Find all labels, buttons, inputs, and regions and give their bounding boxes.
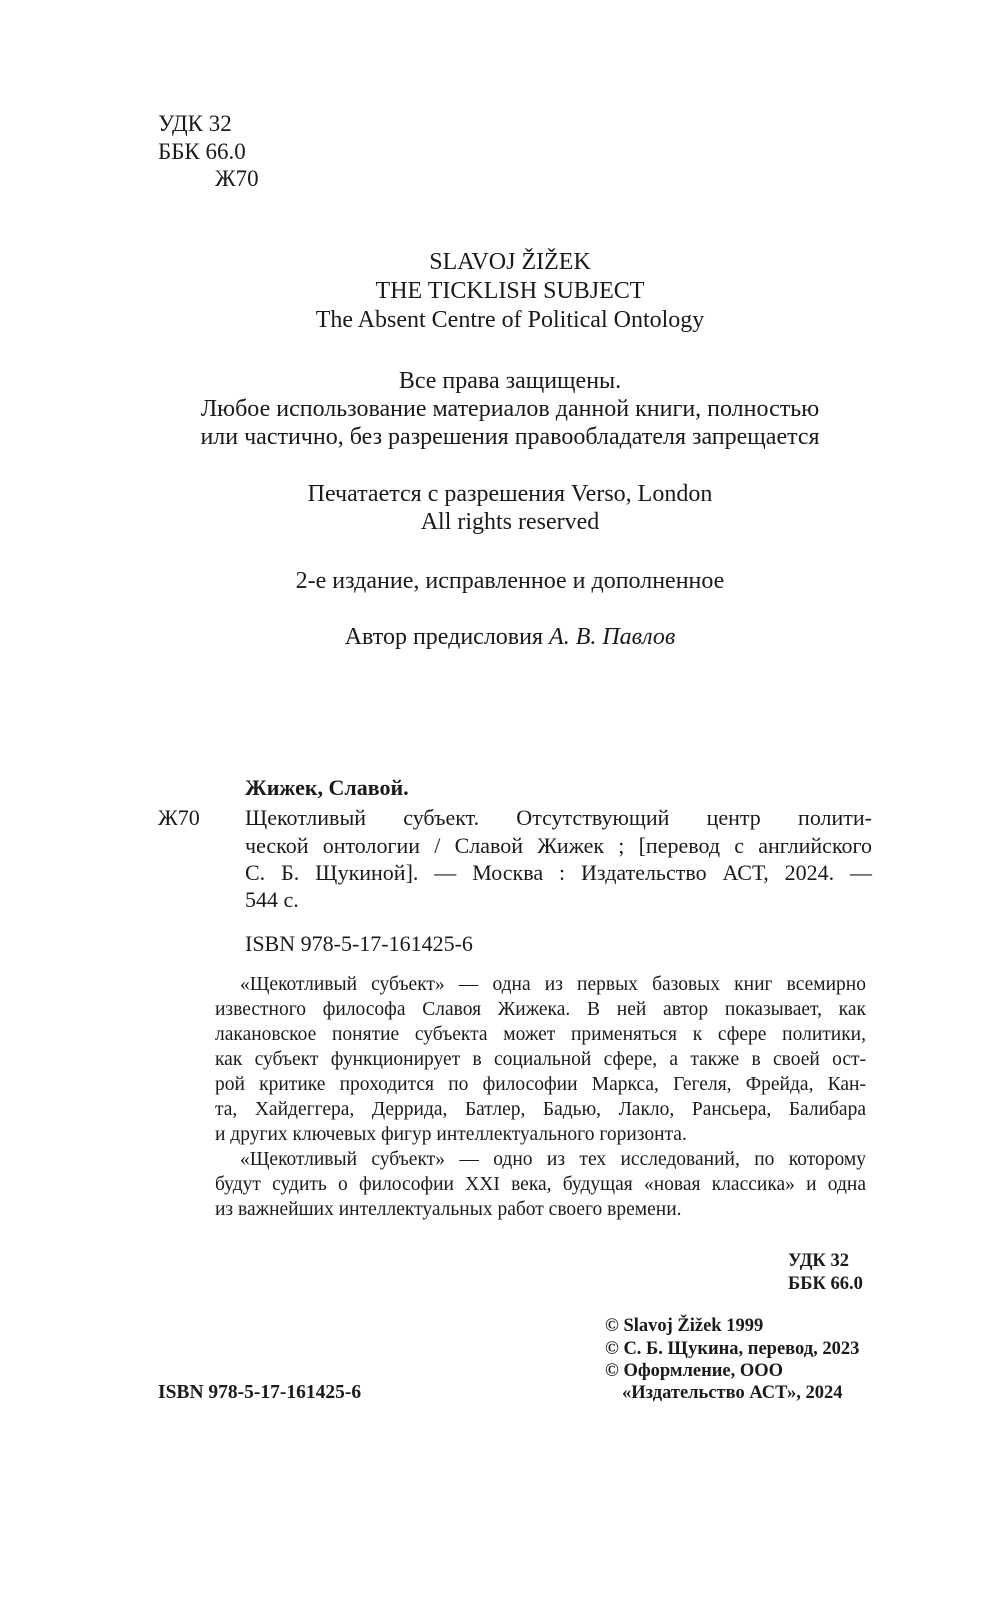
original-author: SLAVOJ ŽIŽEK xyxy=(429,249,591,275)
bib-heading: Жижек, Славой. xyxy=(245,775,409,800)
bib-line: 544 с. xyxy=(245,887,299,912)
bib-line: Щекотливый субъект. Отсутствующий центр полити- xyxy=(245,805,872,830)
original-title: THE TICKLISH SUBJECT xyxy=(375,278,645,304)
bib-isbn: ISBN 978-5-17-161425-6 xyxy=(245,931,473,956)
bib-line: С. Б. Щукиной]. — Москва : Издательство АСТ, 2024. — xyxy=(245,860,872,885)
annotation-line: из важнейших интеллектуальных работ своего времени. xyxy=(215,1199,682,1220)
bib-mark: Ж70 xyxy=(158,805,200,830)
preface-label: Автор предисловия xyxy=(344,624,550,650)
annotation-line: «Щекотливый субъект» — одно из тех исследований, по которому xyxy=(240,1149,866,1170)
annotation-line: та, Хайдеггера, Деррида, Батлер, Бадью, Лакло, Рансьера, Балибара xyxy=(215,1099,866,1120)
rights-line: Все права защищены. xyxy=(398,368,622,394)
annotation-line: как субъект функционирует в социальной сфере, а также в своей ост- xyxy=(215,1049,866,1070)
bbk-bottom: ББК 66.0 xyxy=(788,1274,863,1294)
annotation-line: и других ключевых фигур интеллектуального горизонта. xyxy=(215,1124,687,1145)
permission-line: Печатается с разрешения Verso, London xyxy=(307,481,713,507)
edition: 2-е издание, исправленное и дополненное xyxy=(295,568,725,594)
annotation-line: известного философа Славоя Жижека. В ней автор показывает, как xyxy=(215,999,866,1020)
bbk-top: ББК 66.0 xyxy=(158,139,246,164)
author-mark-top: Ж70 xyxy=(215,166,259,191)
udk-top: УДК 32 xyxy=(158,111,232,136)
rights-line: или частично, без разрешения правообладателя запрещается xyxy=(200,424,820,450)
annotation-line: «Щекотливый субъект» — одна из первых базовых книг всемирно xyxy=(240,974,866,995)
annotation-line: рой критике проходится по философии Маркса, Гегеля, Фрейда, Кан- xyxy=(215,1074,866,1095)
copyright-line: © Оформление, ООО xyxy=(605,1361,784,1381)
bib-line: ческой онтологии / Славой Жижек ; [перевод с английского xyxy=(245,833,872,858)
permission-line: All rights reserved xyxy=(420,509,600,535)
udk-bottom: УДК 32 xyxy=(788,1251,849,1271)
original-subtitle: The Absent Centre of Political Ontology xyxy=(315,307,705,333)
copyright-line: «Издательство АСТ», 2024 xyxy=(622,1383,843,1403)
annotation-line: будут судить о философии XXI века, будущая «новая классика» и одна xyxy=(215,1174,866,1195)
preface-author xyxy=(0,625,1000,649)
copyright-line: © Slavoj Žižek 1999 xyxy=(605,1316,764,1336)
rights-line: Любое использование материалов данной книги, полностью xyxy=(200,396,820,422)
isbn-bottom: ISBN 978-5-17-161425-6 xyxy=(158,1382,362,1403)
copyright-line: © С. Б. Щукина, перевод, 2023 xyxy=(605,1339,860,1359)
preface-name: А. В. Павлов xyxy=(549,624,676,650)
annotation-line: лакановское понятие субъекта может применяться к сфере политики, xyxy=(215,1024,866,1045)
